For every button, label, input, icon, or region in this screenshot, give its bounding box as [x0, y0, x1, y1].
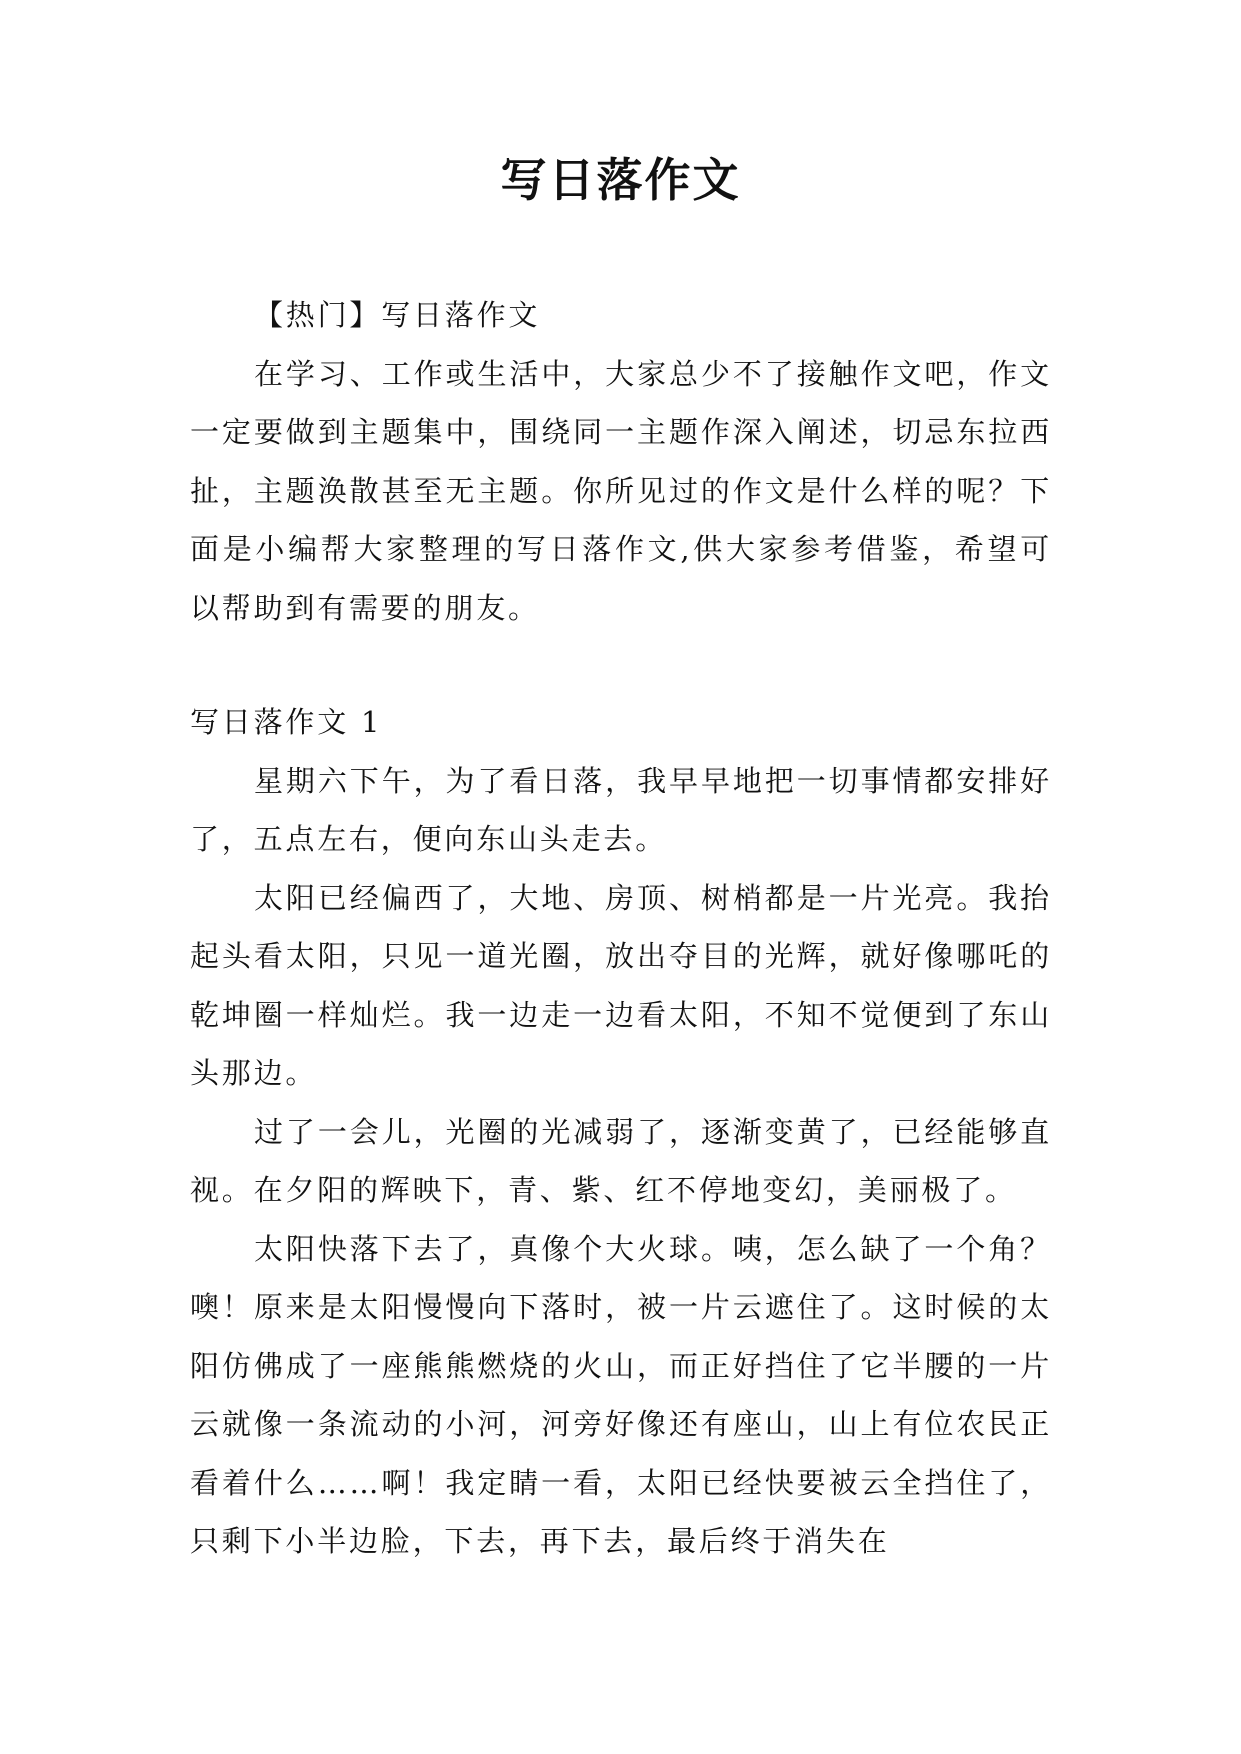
body-paragraph: 过了一会儿，光圈的光减弱了，逐渐变黄了，已经能够直视。在夕阳的辉映下，青、紫、红不停地变幻，美丽极了。 — [190, 1114, 1052, 1207]
section-gap — [190, 637, 1052, 693]
body-paragraph: 星期六下午，为了看日落，我早早地把一切事情都安排好了，五点左右，便向东山头走去。 — [190, 763, 1052, 856]
document-body — [190, 286, 1052, 1571]
section-heading: 写日落作文 1 — [190, 705, 383, 739]
body-paragraph: 太阳快落下去了，真像个大火球。咦，怎么缺了一个角？噢！原来是太阳慢慢向下落时，被一片云遮住了。这时候的太阳仿佛成了一座熊熊燃烧的火山，而正好挡住了它半腰的一片云就像一条流动的小河，河旁好像还有座山，山上有位农民正看着什么……啊！我定睛一看，太阳已经快要被云全挡住了，只剩下小半边脸，下去，再下去，最后终于消失在 — [190, 1231, 1052, 1558]
document-subtitle: 【热门】写日落作文 — [254, 298, 541, 332]
body-paragraph: 太阳已经偏西了，大地、房顶、树梢都是一片光亮。我抬起头看太阳，只见一道光圈，放出夺目的光辉，就好像哪吒的乾坤圈一样灿烂。我一边走一边看太阳，不知不觉便到了东山头那边。 — [190, 880, 1052, 1090]
document-title: 写日落作文 — [500, 153, 741, 207]
intro-paragraph: 在学习、工作或生活中，大家总少不了接触作文吧，作文一定要做到主题集中，围绕同一主题作深入阐述，切忌东拉西扯，主题涣散甚至无主题。你所见过的作文是什么样的呢？下面是小编帮大家整理的写日落作文,供大家参考借鉴，希望可以帮助到有需要的朋友。 — [190, 356, 1052, 625]
